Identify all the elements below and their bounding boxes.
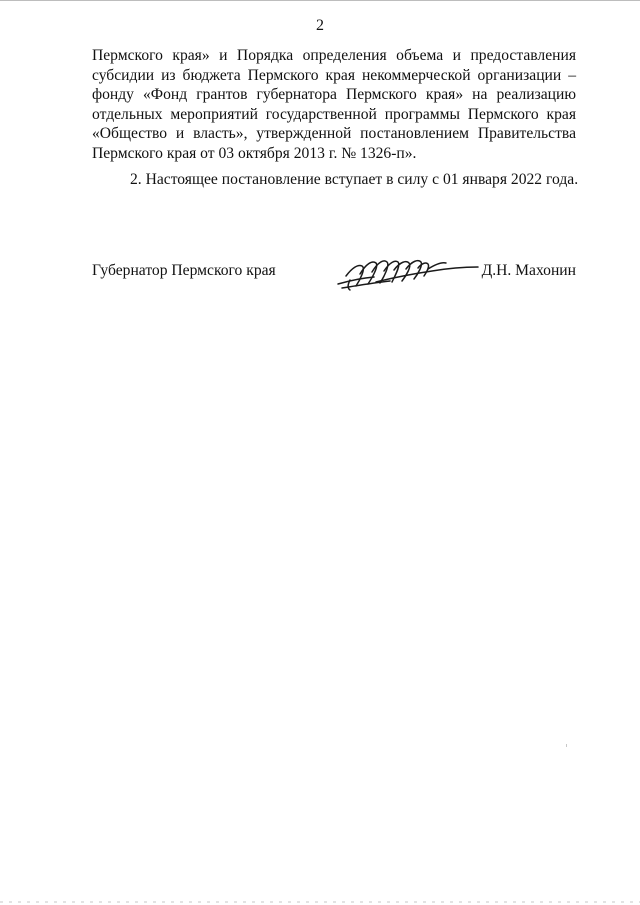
page-number: 2 — [316, 17, 324, 34]
text-line: Пермского края» и Порядка определения объема и предоставления — [92, 47, 576, 64]
text-line: фонду «Фонд грантов губернатора Пермского края» на реализацию — [92, 86, 576, 104]
page-bottom-edge — [0, 901, 640, 903]
text-line: отдельных мероприятий государственной программы Пермского края — [92, 105, 576, 123]
signer-position: Губернатор Пермского края — [92, 262, 276, 279]
text-line: «Общество и власть», утвержденной постановлением Правительства — [92, 125, 576, 143]
paragraph-continuation — [92, 46, 576, 164]
clause-2-paragraph: 2. Настоящее постановление вступает в силу с 01 января 2022 года. — [130, 171, 579, 188]
scan-artifact — [566, 744, 567, 747]
handwritten-signature — [332, 250, 482, 296]
text-line: субсидии из бюджета Пермского края некоммерческой организации – — [92, 66, 576, 84]
text-line: Пермского края от 03 октября 2013 г. № 1326-п». — [92, 144, 417, 162]
signer-name: Д.Н. Махонин — [481, 262, 576, 279]
page-top-edge — [0, 0, 640, 1]
signature-block — [92, 262, 576, 302]
